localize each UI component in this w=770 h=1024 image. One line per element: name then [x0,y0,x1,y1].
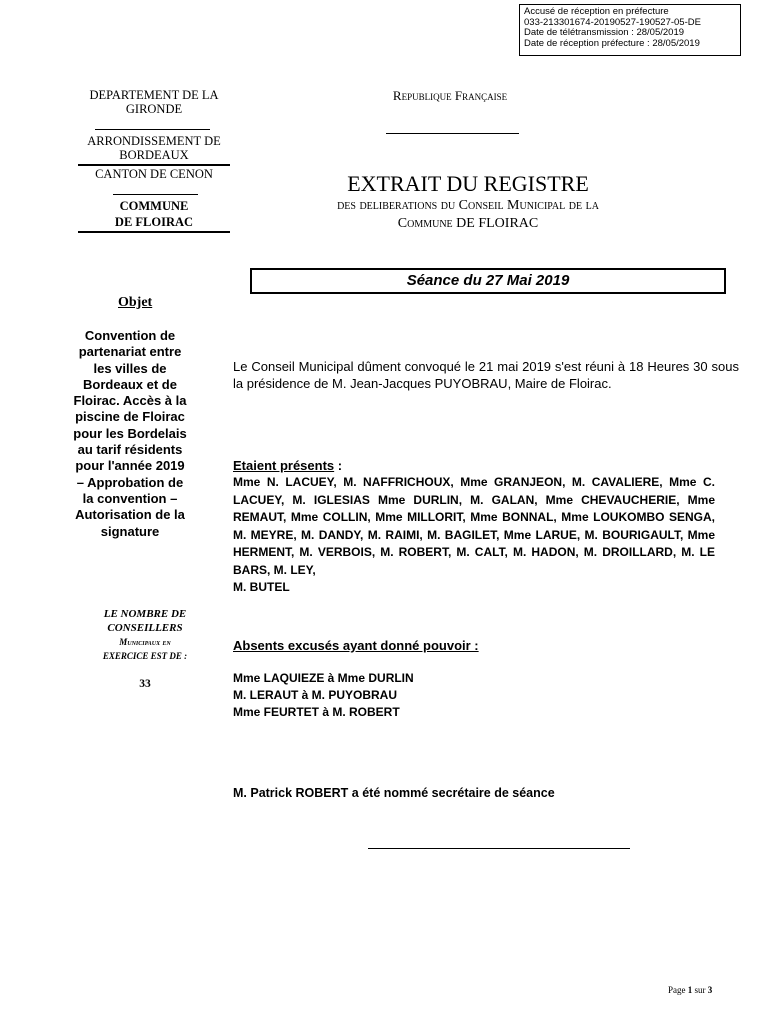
arrondissement: ARRONDISSEMENT DE BORDEAUX [87,134,221,162]
nombre-line: CONSEILLERS [107,622,183,634]
stamp-line: Accusé de réception en préfecture [524,6,669,17]
objet-text: Convention de partenariat entre les villes de Bordeaux et de Floirac. Accès à la piscine de Floirac pour les Bordelais au tarif résidents pour l'année 2019 – Approbation de la convention – Autorisation de la signature [73,328,187,539]
absent-item: Mme LAQUIEZE à Mme DURLIN [233,671,414,685]
nombre-line: LE NOMBRE DE [103,608,187,620]
stamp-line: Date de réception préfecture : 28/05/2019 [524,37,700,49]
absent-item: M. LERAUT à M. PUYOBRAU [233,688,398,702]
page-prefix: Page [668,985,688,995]
presents-last: M. BUTEL [233,580,290,594]
departement: DEPARTEMENT DE LA GIRONDE [89,88,219,116]
commune-name: DE FLOIRAC [114,215,194,229]
page-number [668,985,712,995]
stamp-line: 033-213301674-20190527-190527-05-DE [524,16,701,28]
page-current: 1 [687,985,693,995]
absents-heading: Absents excusés ayant donné pouvoir : [233,638,479,653]
divider [78,164,230,166]
reception-stamp [519,4,741,56]
seance-date: Séance du 27 Mai 2019 [250,268,726,294]
subtitle-line2 [250,216,686,232]
subtitle-floirac: DE FLOIRAC [456,216,539,231]
presents-colon: : [334,458,343,473]
page-mid: sur [692,985,708,995]
nombre-line: Municipaux en [119,637,171,647]
presents-heading [233,458,342,473]
divider [95,129,210,130]
objet-label: Objet [118,295,153,310]
nombre-value: 33 [139,678,151,690]
nombre-line: EXERCICE EST DE : [102,651,188,661]
divider [368,848,630,849]
presents-title: Etaient présents [233,458,335,473]
stamp-line: Date de télétransmission : 28/05/2019 [524,27,685,38]
canton: CANTON DE CENON [95,167,213,181]
presents-list [233,474,715,597]
intro-paragraph: Le Conseil Municipal dûment convoqué le 21 mai 2019 s'est réuni à 18 Heures 30 sous la présidence de M. Jean-Jacques PUYOBRAU, Maire de Floirac. [233,359,739,391]
nombre-conseillers [70,607,220,663]
divider [113,194,198,195]
page-total: 3 [707,985,713,995]
republique: Republique Française [392,88,508,103]
subtitle-line1: des deliberations du Conseil Municipal de la [337,198,599,213]
presents-names: Mme N. LACUEY, M. NAFFRICHOUX, Mme GRANJEON, M. CAVALIERE, Mme C. LACUEY, M. IGLESIAS Mme DURLIN, M. GALAN, Mme CHEVAUCHERIE, Mme REMAUT, Mme COLLIN, Mme MILLORIT, Mme BONNAL, Mme LOUKOMBO SENGA, M. MEYRE, M. DANDY, M. RAIMI, M. BAGILET, Mme LARUE, M. BOURIGAULT, Mme HERMENT, M. VERBOIS, M. ROBERT, M. CALT, M. HADON, M. DROILLARD, M. LE BARS, M. LEY, [233,475,715,577]
secretaire-line: M. Patrick ROBERT a été nommé secrétaire de séance [233,786,555,800]
commune-label: COMMUNE [119,199,189,213]
subtitle-commune: Commune [397,216,453,231]
absent-item: Mme FEURTET à M. ROBERT [233,705,400,719]
divider [386,133,519,134]
document-title: EXTRAIT DU REGISTRE [347,171,589,196]
absents-list [233,670,414,721]
divider [78,231,230,233]
